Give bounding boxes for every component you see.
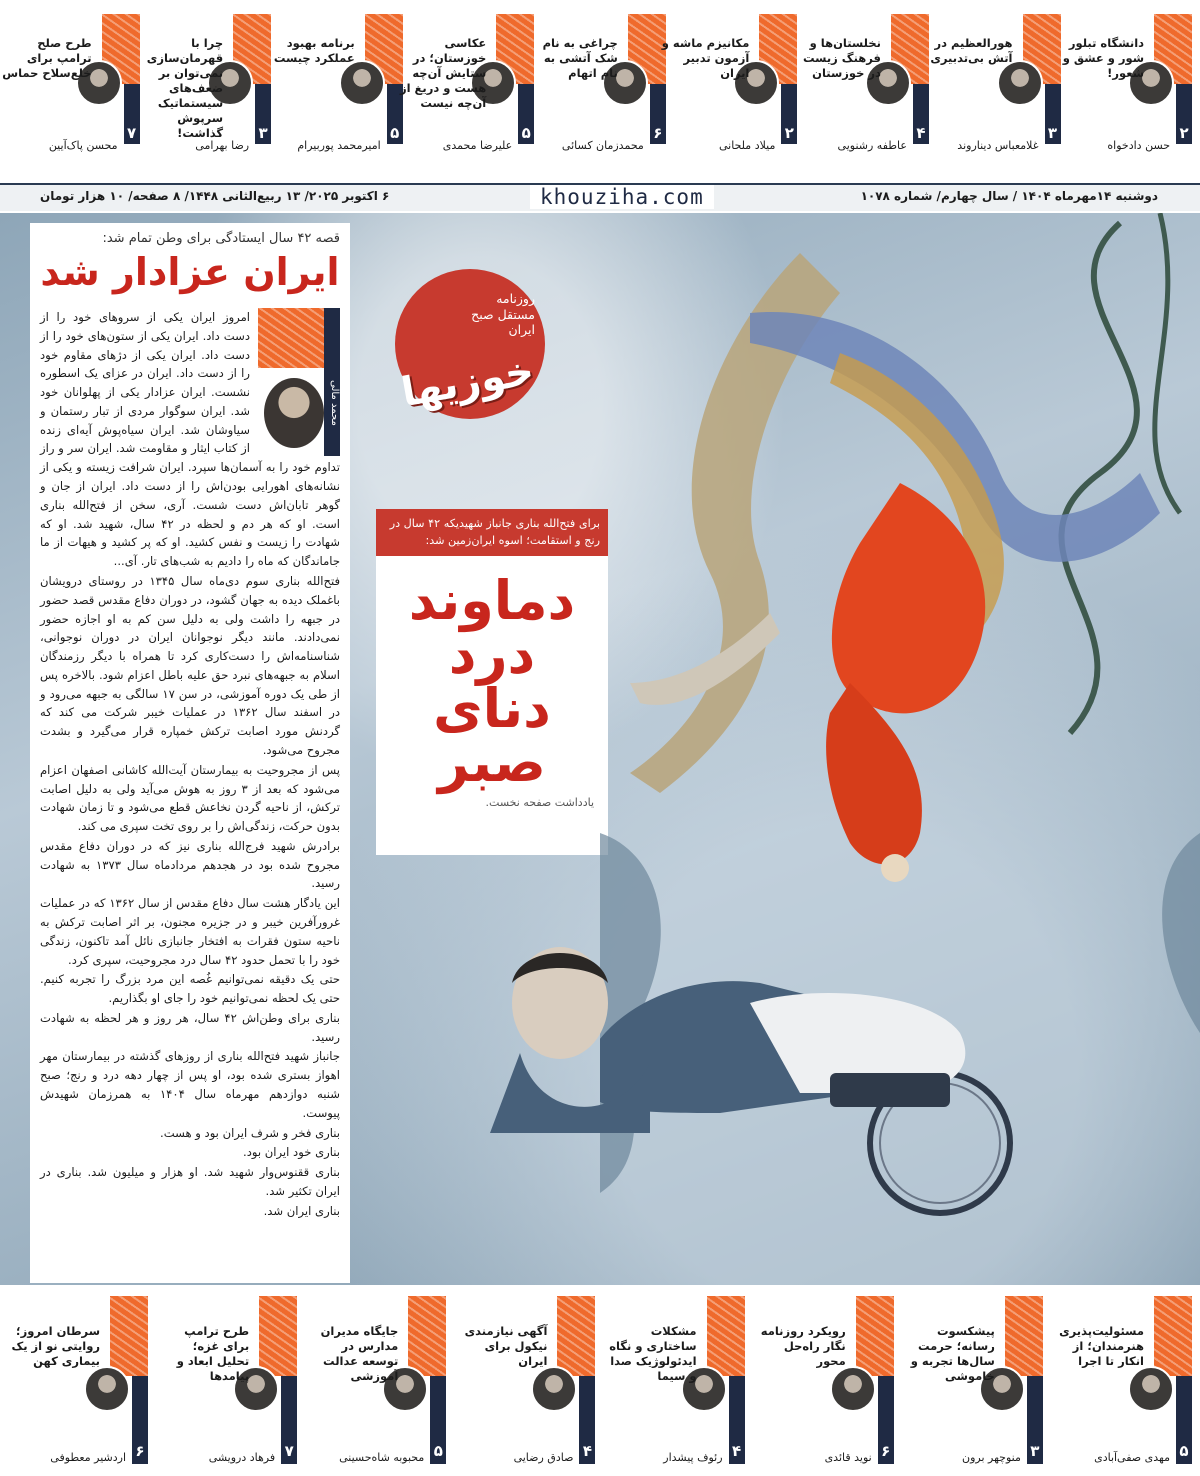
page-number: ۶ — [132, 1376, 148, 1464]
persian-date: دوشنبه ۱۴مهرماه ۱۴۰۴ / سال چهارم/ شماره ۱۰۷۸ — [860, 189, 1158, 203]
page-number: ۵ — [387, 84, 403, 144]
teaser-headline[interactable]: جایگاه مدیران مدارس در توسعه عدالت آموزشی — [320, 1324, 399, 1383]
teaser[interactable] — [1052, 1290, 1192, 1468]
teaser-author: امیرمحمد پوربیرام — [297, 139, 381, 152]
feature-note: یادداشت صفحه نخست. — [485, 795, 594, 809]
feature-title-line: صبر — [438, 730, 546, 794]
teaser-headline[interactable]: عکاسی خوزستان؛ در ستایش آن‌چه هست و دریغ از آن‌چه نیست — [399, 36, 487, 110]
teaser-headline[interactable]: پیشکسوت رسانه؛ حرمت سال‌ها تجربه و خاموشی — [910, 1324, 995, 1383]
author-photo — [997, 60, 1043, 106]
man-head-art — [450, 913, 670, 1133]
page-number: ۲ — [1176, 84, 1192, 144]
author-photo — [264, 378, 324, 448]
teaser-pattern — [1154, 1296, 1192, 1376]
teaser-headline[interactable]: طرح صلح ترامپ برای خلع‌سلاح حماس — [2, 36, 92, 80]
author-photo — [84, 1366, 130, 1412]
page-number: ۶ — [878, 1376, 894, 1464]
logo-wordmark: خوزیها — [398, 347, 538, 417]
teaser[interactable] — [661, 6, 798, 156]
article-kicker: قصه ۴۲ سال ایستادگی برای وطن تمام شد: — [102, 231, 340, 246]
teaser-headline[interactable]: مشکلات ساختاری و نگاه ایدئولوژیک صدا و سیما — [609, 1324, 697, 1383]
page-number: ۵ — [1176, 1376, 1192, 1464]
page-number: ۴ — [913, 84, 929, 144]
bottom-teaser-strip — [0, 1290, 1200, 1468]
teaser[interactable] — [455, 1290, 595, 1468]
teaser-headline[interactable]: سرطان امروز؛ روایتی نو از یک بیماری کهن — [11, 1324, 100, 1368]
page-number: ۴ — [729, 1376, 745, 1464]
teaser-headline[interactable]: برنامه بهبود عملکرد چیست — [273, 36, 355, 65]
page-number: ۳ — [1045, 84, 1061, 144]
teaser-headline[interactable]: آگهی نیازمندی نیکول برای ایران — [464, 1324, 548, 1368]
author-photo — [531, 1366, 577, 1412]
teaser-pattern — [110, 1296, 148, 1376]
teaser[interactable] — [929, 6, 1061, 156]
page-number: ۳ — [1027, 1376, 1043, 1464]
teaser-pattern — [408, 1296, 446, 1376]
teaser-author: محسن پاک‌آیین — [48, 139, 118, 152]
paragraph: بناری فخر و شرف ایران بود و هست. — [160, 1125, 340, 1140]
masthead-bar — [0, 183, 1200, 211]
scarf — [750, 312, 1160, 562]
page-number: ۴ — [579, 1376, 595, 1464]
cover-illustration — [600, 213, 1200, 1285]
teaser-headline[interactable]: چرا با قهرمان‌سازی نمی‌توان بر ضعف‌های سیستماتیک سرپوش گذاشت! — [146, 36, 224, 140]
article-title[interactable]: ایران عزادار شد — [40, 250, 340, 294]
teaser[interactable] — [1061, 6, 1193, 156]
teaser-author: علیرضا محمدی — [442, 139, 513, 152]
teaser[interactable] — [399, 6, 535, 156]
teaser-headline[interactable]: دانشگاه تبلور شور و عشق و شعور! — [1062, 36, 1145, 80]
teaser-author: رئوف پیشدار — [663, 1451, 723, 1464]
teaser[interactable] — [534, 6, 666, 156]
site-url[interactable]: khouziha.com — [530, 185, 714, 209]
paragraph: حتی یک دقیقه نمی‌توانیم غُصه این مرد بزرگ را تجربه کنیم. حتی یک لحظه نمی‌توانیم خود را جای او بگذاریم. — [40, 972, 340, 1006]
teaser-pattern — [856, 1296, 894, 1376]
teaser-author: مهدی صفی‌آبادی — [1094, 1451, 1170, 1464]
teaser-author: محمدزمان کسائی — [561, 139, 644, 152]
vine — [1155, 213, 1180, 513]
teaser-pattern — [1005, 1296, 1043, 1376]
teaser-author: صادق رضایی — [513, 1451, 574, 1464]
teaser-headline[interactable]: طرح ترامپ برای غزه؛ تحلیل ابعاد و پیامدها — [176, 1324, 250, 1383]
author-name: محمد مالی — [329, 380, 340, 426]
teaser[interactable] — [903, 1290, 1043, 1468]
teaser-pattern — [557, 1296, 595, 1376]
feature-title — [376, 556, 608, 796]
teaser-author: غلامعباس دیناروند — [957, 139, 1039, 152]
paragraph: جانباز شهید فتح‌الله بناری از روزهای گذشته در بیمارستان مهر اهواز بستری شده بود، او پس از چهار دهه درد و رنج؛ صبح شنبه دوازدهم مهرماه سال ۱۴۰۴ به همرزمان شهیدش پیوست. — [40, 1049, 340, 1120]
teaser-headline[interactable]: مکانیزم ماشه و آزمون تدبیر ایران — [661, 36, 750, 80]
wheelchair-seat — [830, 1073, 950, 1107]
author-photo — [1128, 1366, 1174, 1412]
teaser-author: منوچهر برون — [961, 1451, 1021, 1464]
teaser-author: عاطفه رشنویی — [837, 139, 907, 152]
paragraph: بناری برای وطن‌اش ۴۲ سال، هر روز و هر لحظه به شهادت رسید. — [40, 1010, 340, 1044]
page-number: ۷ — [281, 1376, 297, 1464]
teaser-headline[interactable]: چراغی به نام شک آتشی به نام اتهام — [542, 36, 618, 80]
teaser[interactable] — [271, 6, 403, 156]
author-pattern — [258, 308, 324, 368]
feature-headline-box[interactable] — [376, 509, 608, 855]
illustration-art — [600, 213, 1200, 1285]
teaser-author: فرهاد درویشی — [208, 1451, 276, 1464]
teaser-author: میلاد ملحانی — [718, 139, 776, 152]
teaser-pattern — [707, 1296, 745, 1376]
vine — [1061, 223, 1136, 733]
paragraph: فتح‌الله بناری سوم دی‌ماه سال ۱۳۴۵ در روستای درویشان باغملک دیده به جهان گشود، در دوران دفاع مقدس قصد حضور در جبهه را داشت ولی به دلیل سن کم به او اجازه حضور نمی‌دادند. مانند دیگر نوجوانان ایران در دوران نوجوانی، شناسنامه‌اش را دست‌کاری کرد تا همراه با دیگر رزمندگان اسلام به جبهه‌های نبرد حق علیه باطل اعزام شود. بالاخره پس از طی یک دوره آموزشی، در سن ۱۷ سالگی به جبهه می‌رود و در اسفند سال ۱۳۶۲ در عملیات خیبر شرکت می کند که گردنش مورد اصابت ترکش خمپاره قرار می‌گیرد و بشدت مجروح می‌شود. — [40, 573, 341, 757]
man-shoulder — [490, 1053, 650, 1133]
author-photo — [339, 60, 385, 106]
top-teaser-strip — [0, 6, 1200, 156]
logo-tagline: روزنامه مستقل صبح ایران — [471, 291, 535, 338]
page-number: ۵ — [518, 84, 534, 144]
teaser[interactable] — [157, 1290, 297, 1468]
paragraph: امروز ایران یکی از سروهای خود را از دست داد. ایران یکی از ستون‌های خود را از دست داد. ایران یکی از دژهای مقاوم خود را از دست داد. ایران در عزای یک اسطوره نشست. ایران عزادار یکی از پهلوانان خود شد. ایران سوگوار مردی از تبار رستمان و سیاوشان شد. ایران سیاه‌پوش آیه‌ای زنده از کتاب ایثار و مقاومت شد. ایران سر و راز تداوم خود را به آسمان‌ها سپرد. ایران شرافت زیسته و یکی از نشانه‌های اهورایی بودن‌اش را از دست داد. ایران از جان و گوهر تابان‌اش دست شست. آری، سخن از فتح‌الله بناری است. او که هر دم و لحظه در ۴۲ سال، شهید شد. او که شهادت را زیست و نفس کشید. او که پر کشید و هیهات از ما جاماندگان که ماه را دادیم به شب‌های تار. آی... — [40, 310, 340, 569]
teaser-headline[interactable]: مسئولیت‌پذیری هنرمندان؛ از انکار تا اجرا — [1059, 1324, 1144, 1368]
page-number: ۶ — [650, 84, 666, 144]
feature-title-line: دماوند — [408, 568, 576, 632]
teaser-author: اردشیر معطوفی — [50, 1451, 126, 1464]
paragraph: برادرش شهید فرج‌الله بناری نیز که در دوران دفاع مقدس مجروح شده بود در هجدهم مردادماه سال ۱۳۷۳ به شهادت رسید. — [40, 838, 341, 891]
teaser[interactable] — [140, 6, 272, 156]
feature-title-line: دنای — [433, 676, 551, 740]
teaser[interactable] — [306, 1290, 446, 1468]
page-number: ۷ — [124, 84, 140, 144]
teaser-author: حسن دادخواه — [1107, 139, 1171, 152]
gregorian-date: ۶ اکتوبر ۲۰۲۵/ ۱۳ ربیع‌الثانی ۱۴۴۸/ ۸ صفحه/ ۱۰ هزار تومان — [40, 189, 390, 203]
feature-kicker: برای فتح‌الله بناری جانباز شهیدیکه ۴۲ سال در رنج و استقامت؛ اسوه ایران‌زمین شد: — [376, 509, 608, 556]
teaser[interactable] — [797, 6, 929, 156]
rock — [1162, 833, 1200, 1033]
paragraph: این یادگار هشت سال دفاع مقدس از سال ۱۳۶۲ که در عملیات غرورآفرین خیبر و در جزیره مجنون، بر اثر اصابت ترکش به ناحیه ستون فقرات به افتخار جانبازی نائل آمد تاکنون، زندگی خود را با تحمل حدود ۴۲ سال درد مجروحیت، سپری کرد. — [40, 896, 340, 967]
paragraph: بناری ایران شد. — [263, 1203, 340, 1218]
paragraph: بناری خود ایران بود. — [243, 1145, 340, 1160]
figure-hand — [881, 854, 909, 882]
teaser[interactable] — [2, 6, 140, 156]
teaser-headline[interactable]: نخلستان‌ها و فرهنگ زیست در خوزستان — [802, 36, 881, 80]
teaser-author: نوید قائدی — [824, 1451, 872, 1464]
author-box — [258, 308, 340, 456]
lead-article — [30, 223, 350, 1283]
paragraph: پس از مجروحیت به بیمارستان آیت‌الله کاشانی اصفهان اعزام می‌شود که بعد از ۳ روز به هوش می‌آید ولی به دلیل اصابت ترکش، از ناحیه گردن نخاعش قطع می‌شود و تا زمان شهادت بدون حرکت، زندگی‌اش را بر روی تخت سپری می کند. — [40, 762, 340, 834]
teaser-headline[interactable]: هورالعظیم در آتش بی‌تدبیری — [930, 36, 1013, 65]
paragraph: بناری ققنوس‌وار شهید شد. او هزار و میلیون شد. بناری در ایران تکثیر شد. — [40, 1165, 340, 1198]
teaser[interactable] — [605, 1290, 745, 1468]
teaser-headline[interactable]: رویکرد روزنامه نگار راه‌حل محور — [760, 1324, 846, 1368]
author-photo — [830, 1366, 876, 1412]
teaser-author: رضا بهرامی — [195, 139, 250, 152]
teaser[interactable] — [8, 1290, 148, 1468]
teaser-pattern — [259, 1296, 297, 1376]
page-number: ۳ — [255, 84, 271, 144]
newspaper-logo[interactable] — [395, 269, 545, 419]
page-number: ۲ — [781, 84, 797, 144]
front-page-main — [0, 213, 1200, 1285]
teaser-author: محبوبه شاه‌حسینی — [339, 1451, 425, 1464]
feature-title-line: درد — [448, 622, 536, 686]
page-number: ۵ — [430, 1376, 446, 1464]
teaser[interactable] — [754, 1290, 894, 1468]
